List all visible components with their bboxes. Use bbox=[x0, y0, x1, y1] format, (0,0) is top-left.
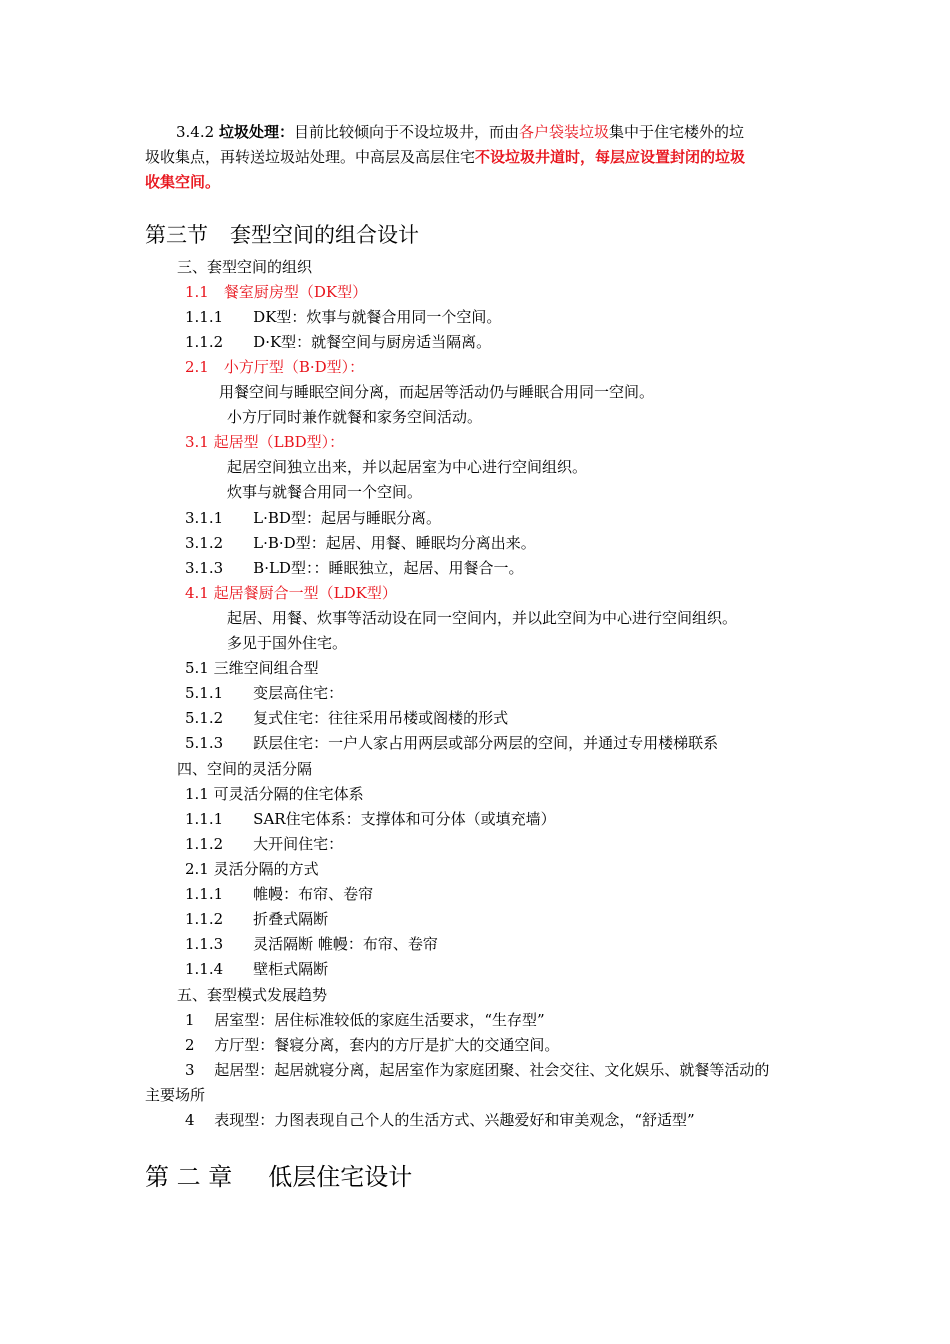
item-partition-methods: 2.1 灵活分隔的方式 bbox=[185, 860, 319, 878]
item-1-1-1: 1.1.1 DK型：炊事与就餐合用同一个空间。 bbox=[185, 308, 502, 326]
section-number: 第三节 bbox=[145, 223, 208, 247]
item-room-type: 1 居室型：居住标准较低的家庭生活要求，“生存型” bbox=[185, 1011, 545, 1029]
intro-label: 垃圾处理： bbox=[218, 123, 294, 141]
item-5-1-1: 5.1.1 变层高住宅： bbox=[185, 684, 344, 702]
item-5-1-3: 5.1.3 跃层住宅：一户人家占用两层或部分两层的空间，并通过专用楼梯联系 bbox=[185, 734, 719, 752]
item-3-1-2: 3.1.2 L·B·D型：起居、用餐、睡眠均分离出来。 bbox=[185, 534, 536, 552]
item-bd-type: 2.1 小方厅型（B·D型）： bbox=[185, 358, 365, 376]
intro-number: 3.4.2 bbox=[176, 123, 215, 141]
item-1-1-2: 1.1.2 D·K型：就餐空间与厨房适当隔离。 bbox=[185, 333, 492, 351]
item-sar-system: 1.1.1 SAR住宅体系：支撑体和可分体（或填充墙） bbox=[185, 810, 556, 828]
item-living-type: 3 起居型：起居就寝分离，起居室作为家庭团聚、社会交往、文化娱乐、就餐等活动的 bbox=[185, 1061, 770, 1079]
section-title: 套型空间的组合设计 bbox=[230, 223, 419, 247]
paragraph-lbd-2: 炊事与就餐合用同一个空间。 bbox=[227, 483, 423, 501]
paragraph-bd-1: 用餐空间与睡眠空间分离，而起居等活动仍与睡眠合用同一空间。 bbox=[219, 383, 655, 401]
item-open-bay: 1.1.2 大开间住宅： bbox=[185, 835, 344, 853]
intro-line-3: 收集空间。 bbox=[145, 173, 221, 191]
paragraph-ldk-2: 多见于国外住宅。 bbox=[227, 634, 348, 652]
item-folding-partition: 1.1.2 折叠式隔断 bbox=[185, 910, 329, 928]
item-dk-type: 1.1 餐室厨房型（DK型） bbox=[185, 283, 368, 301]
item-flexible-partition: 1.1.3 灵活隔断 帷幔：布帘、卷帘 bbox=[185, 935, 438, 953]
item-cabinet-partition: 1.1.4 壁柜式隔断 bbox=[185, 960, 329, 978]
intro-line-2 bbox=[145, 147, 745, 167]
item-ldk-type: 4.1 起居餐厨合一型（LDK型） bbox=[185, 584, 397, 602]
section-heading bbox=[145, 222, 419, 248]
heading-trends: 五、套型模式发展趋势 bbox=[177, 986, 328, 1004]
item-3-1-3: 3.1.3 B·LD型：：睡眠独立，起居、用餐合一。 bbox=[185, 559, 524, 577]
item-lbd-type: 3.1 起居型（LBD型）： bbox=[185, 433, 345, 451]
item-3d-type: 5.1 三维空间组合型 bbox=[185, 659, 319, 677]
item-3-1-1: 3.1.1 L·BD型：起居与睡眠分离。 bbox=[185, 509, 441, 527]
paragraph-ldk-1: 起居、用餐、炊事等活动设在同一空间内，并以此空间为中心进行空间组织。 bbox=[227, 609, 738, 627]
intro-highlight-1: 各户袋装垃圾 bbox=[518, 123, 609, 141]
item-5-1-2: 5.1.2 复式住宅：往往采用吊楼或阁楼的形式 bbox=[185, 709, 509, 727]
intro-text-2: 圾收集点，再转送垃圾站处理。中高层及高层住宅 bbox=[145, 148, 476, 166]
item-expressive-type: 4 表现型：力图表现自己个人的生活方式、兴趣爱好和审美观念，“舒适型” bbox=[185, 1111, 695, 1129]
item-living-type-cont: 主要场所 bbox=[145, 1086, 206, 1104]
intro-text-1: 目前比较倾向于不设垃圾井，而由 bbox=[293, 123, 519, 141]
heading-organization: 三、套型空间的组织 bbox=[177, 258, 313, 276]
item-flexible-system: 1.1 可灵活分隔的住宅体系 bbox=[185, 785, 364, 803]
intro-line-1 bbox=[176, 122, 744, 142]
intro-tail-1: 集中于住宅楼外的垃 bbox=[609, 123, 745, 141]
intro-highlight-2: 不设垃圾井道时，每层应设置封闭的垃圾 bbox=[475, 148, 746, 166]
chapter-heading bbox=[145, 1162, 412, 1192]
paragraph-bd-2: 小方厅同时兼作就餐和家务空间活动。 bbox=[227, 408, 483, 426]
chapter-number: 第 二 章 bbox=[145, 1163, 233, 1191]
item-curtain: 1.1.1 帷幔：布帘、卷帘 bbox=[185, 885, 374, 903]
heading-flexible-partition: 四、空间的灵活分隔 bbox=[177, 760, 313, 778]
chapter-title: 低层住宅设计 bbox=[268, 1163, 413, 1191]
item-hall-type: 2 方厅型：餐寝分离，套内的方厅是扩大的交通空间。 bbox=[185, 1036, 560, 1054]
paragraph-lbd-1: 起居空间独立出来，并以起居室为中心进行空间组织。 bbox=[227, 458, 588, 476]
